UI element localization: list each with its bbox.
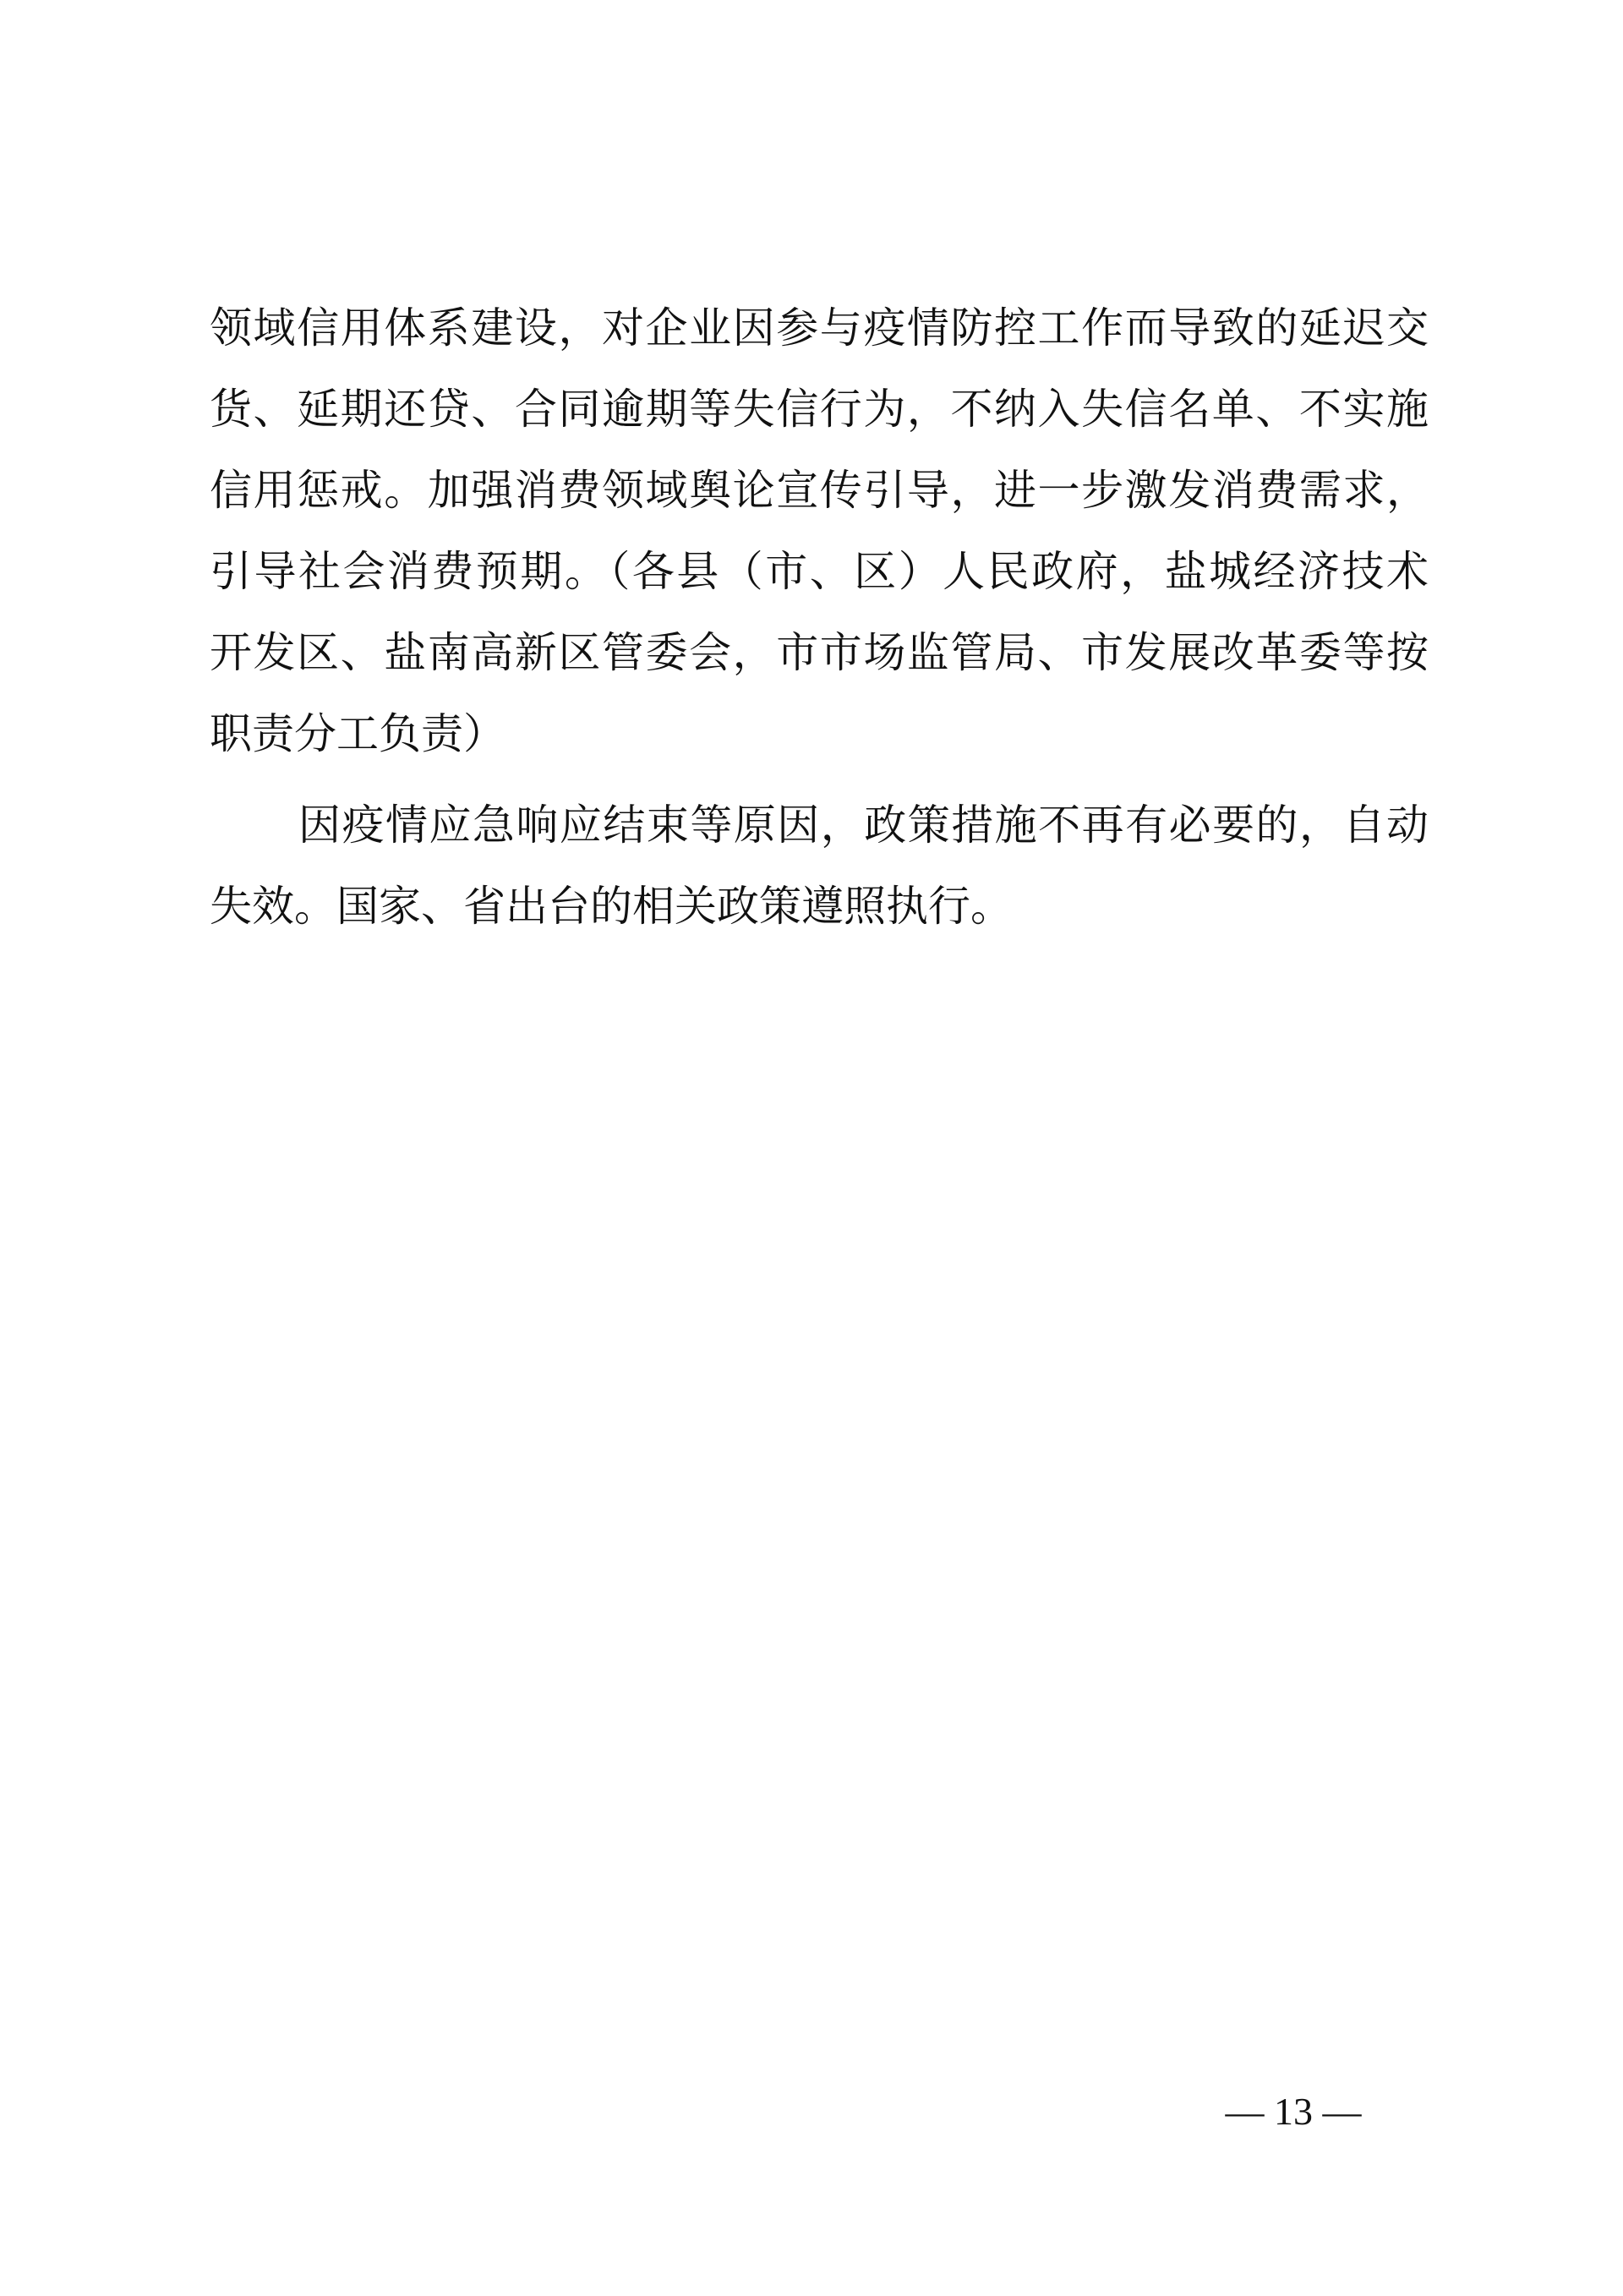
text-line: 领域信用体系建设，对企业因参与疫情防控工作而导致的延迟交 (210, 303, 1429, 353)
text-line: 职责分工负责） (210, 709, 505, 758)
text-line: 货、延期还贷、合同逾期等失信行为，不纳入失信名单、不实施 (210, 385, 1429, 434)
text-line: 因疫情应急响应结束等原因，政策措施不再有必要的，自动 (298, 801, 1429, 850)
paragraph-gap (210, 774, 1429, 784)
paragraph-policy-credit (210, 287, 1429, 774)
text-line: 引导社会消费预期。（各县（市、区）人民政府，盐城经济技术 (210, 547, 1429, 596)
paragraph-policy-expiry (210, 784, 1429, 947)
text-line: 信用惩戒。加强消费领域舆论宣传引导，进一步激发消费需求， (210, 466, 1429, 515)
page-number: — 13 — (1225, 2090, 1362, 2133)
document-body (210, 287, 1429, 947)
text-line: 开发区、盐南高新区管委会，市市场监管局、市发展改革委等按 (210, 628, 1429, 677)
text-line: 失效。国家、省出台的相关政策遵照执行。 (210, 882, 1013, 931)
